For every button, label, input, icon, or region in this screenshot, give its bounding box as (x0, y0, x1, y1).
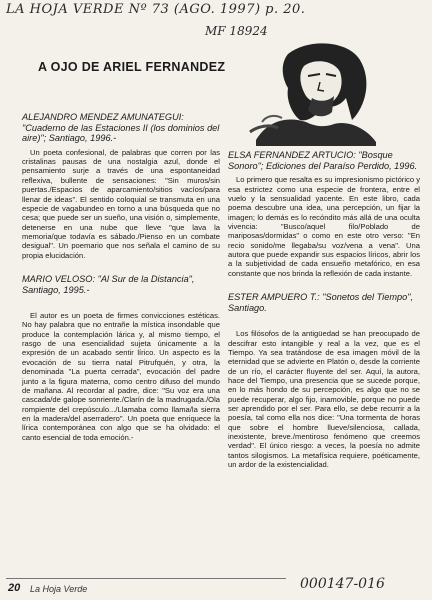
review-heading (228, 292, 420, 313)
review-body: Un poeta confesional, de palabras que corren por las cristalinas pausas de una nostalgia azul, donde el pensamiento surje a través de una espontaneidad reflexiva, bullente de sensaciones: "Sin muros/sin puertas./Espacios de aparcamiento/sitios vacíos/para llenar de ideas". El sentido coloquial se transmuta en una especie de vagabundeo en torno a una búsqueda que no cesa; que puede ser un sueño, una visión o, simplemente, detenerse en una nube que lleve "que lava la memoria/que todavía es sábado./Pienso en un combate desigual". Un poemario que nos señala el camino de su propia elucidación. (22, 147, 220, 260)
footer-divider (6, 578, 286, 579)
review-body: Los filósofos de la antigüedad se han preocupado de descifrar esto intangible y real a la vez, que es el Tiempo. Ya sea tratándose de esa imagen móvil de la eternidad que se advierte en Platón o, desde la corriente de un río, el carácter fluyente del ser. Aquí, la autora, hace del Tiempo, una presencia que se sucede porque, en lo más hondo de su percepción, es algo que no se puede recuperar, algo fijo, inamovible, porque no puede ser aprendido por el ser. Para ello, se debe recurrir a la poesía, tal como ella nos dice: "Una tormenta de horas que sobre el hombre llueve/silenciosa, callada, inexistente, breve./mentiroso fenómeno que creemos verdad". El único riesgo: a veces, la poesía no admite tantos silogismos. La metafísica requiere, poéticamente, un ardor de la existencialidad. (228, 329, 420, 469)
review-heading (22, 274, 220, 295)
review-heading (228, 150, 420, 171)
review-work: "Bosque Sonoro"; Ediciones del Paraíso Perdido, 1996. (228, 150, 418, 171)
review-heading (22, 112, 220, 144)
review-work: "Al Sur de la Distancia", Santiago, 1995.- (22, 273, 195, 295)
review-work: "Cuaderno de las Estaciones II (los dominios del aire)"; Santiago, 1996.- (22, 122, 220, 144)
review-author: ALEJANDRO MENDEZ AMUNATEGUI: (22, 112, 184, 122)
review-author: MARIO VELOSO: (22, 273, 96, 284)
left-column (22, 112, 220, 442)
review-author: ESTER AMPUERO T.: (228, 291, 320, 302)
handwritten-archive-number: 000147-016 (300, 576, 385, 592)
review-work: "Sonetos del Tiempo", Santiago. (228, 291, 414, 313)
right-column (228, 150, 420, 469)
author-portrait-illustration (248, 36, 380, 146)
review-author: ELSA FERNANDEZ ARTUCIO: (228, 150, 356, 160)
handwritten-source-note: LA HOJA VERDE Nº 73 (AGO. 1997) p. 20. (6, 2, 306, 17)
review-body: El autor es un poeta de firmes convicciones estéticas. No hay palabra que no entrañe la mística insondable que produce la contemplación lárica y, al mismo tiempo, el rasgo de una esencialidad sujeta únicamente a la expresión de un acabado sentir lírico. Un aspecto es la evocación de su tierra natal Pitrufquén, y otra, la denominada "La puerta cerrada", evocación del padre junto a la figura materna, como centro difuso del mundo de mañana. Al recordar al padre, dice: "Su voz era una cascada/de galope sonriente./Clarín de la madrugada./Ola rompiente del crepúsculo.../Llamaba como llama/la sierra en la madera/del aserradero". Un poeta que enriquece la lírica contemporánea con algo que se ha olvidado: el canto esencial de toda emoción.- (22, 311, 220, 442)
page-title: A OJO DE ARIEL FERNANDEZ (38, 60, 226, 74)
review-body: Lo primero que resalta es su impresionismo pictórico y esa estrictez como una especie de frontera, entre el vuelo y la sensualidad yacente. En este libro, cada poema descubre una idea, una percepción, un fijar la imagen; lo demás es lo recóndito más allá de una oculta vivencia: "Busco/aquel filo/Poblado de mariposas/dormidas" o como en este otro verso: "En recio sonido/me llegaba/su voz/vena a vena". Una autora que puede expandir sus espacios líricos, abrir los a la subjetividad de cada ensueño metafórico, en esa constante que nos brinda la reflexión de cada instante. (228, 175, 420, 278)
publication-name: La Hoja Verde (30, 584, 88, 594)
handwritten-catalog-code: MF 18924 (205, 24, 268, 38)
page-number: 20 (8, 582, 21, 594)
